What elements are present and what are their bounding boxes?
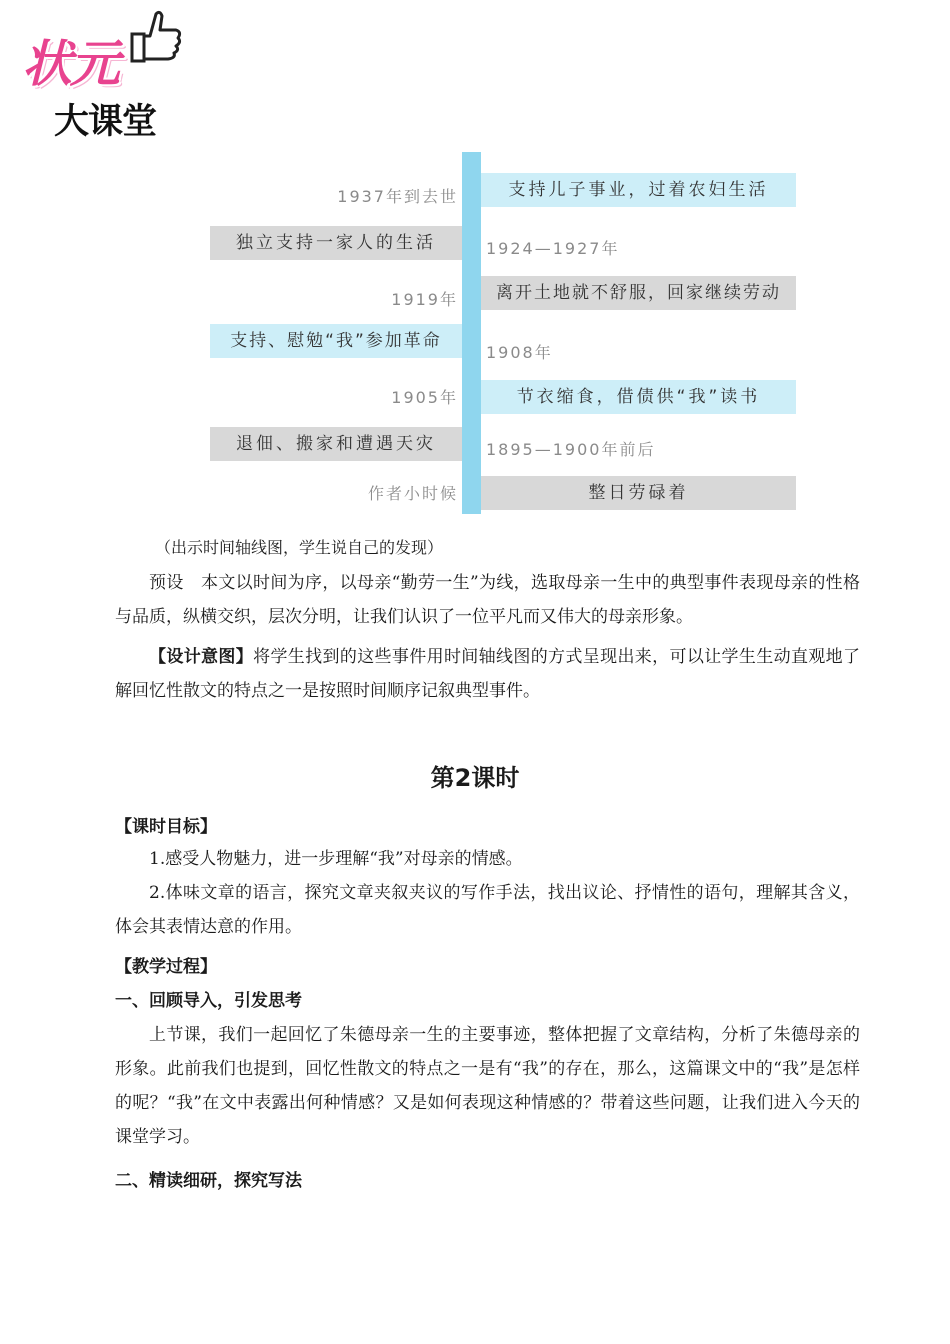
goal-item: 2.体味文章的语言，探究文章夹叙夹议的写作手法，找出议论、抒情性的语句，理解其含义，体会其表情达意的作用。 [115,883,860,937]
preset-paragraph: 预设 本文以时间为序，以母亲“勤劳一生”为线，选取母亲一生中的典型事件表现母亲的性格与品质，纵横交织，层次分明，让我们认识了一位平凡而又伟大的母亲形象。 [115,573,860,627]
timeline-year: 1895—1900年前后 [486,440,656,459]
timeline-caption: （出示时间轴线图，学生说自己的发现） [155,538,444,557]
section-heading: 一、回顾导入，引发思考 [115,991,302,1011]
section-paragraph: 上节课，我们一起回忆了朱德母亲一生的主要事迹，整体把握了文章结构，分析了朱德母亲的形象。此前我们也提到，回忆性散文的特点之一是有“我”的存在，那么，这篇课文中的“我”是怎样的呢？“我”在文中表露出何种情感？又是如何表现这种情感的？带着这些问题，让我们进入今天的课堂学习。 [115,1025,860,1147]
timeline-year: 1937年到去世 [337,187,458,206]
timeline-year: 1908年 [486,343,553,362]
logo-bottom-text: 大课堂 [54,102,157,142]
timeline-event: 支持儿子事业，过着农妇生活 [481,173,796,207]
logo-top-text: 状元 [22,35,118,93]
process-heading: 【教学过程】 [115,957,217,977]
timeline-event: 整日劳碌着 [481,476,796,510]
design-intent-body: 将学生找到的这些事件用时间轴线图的方式呈现出来，可以让学生生动直观地了解回忆性散文的特点之一是按照时间顺序记叙典型事件。 [115,647,861,701]
timeline-year: 1924—1927年 [486,239,620,258]
timeline-event: 支持、慰勉“我”参加革命 [210,324,462,358]
timeline-event: 离开土地就不舒服，回家继续劳动 [481,276,796,310]
timeline-year: 1919年 [391,290,458,309]
timeline-axis [462,152,481,514]
design-intent-paragraph [115,640,860,708]
section-heading: 二、精读细研，探究写法 [115,1171,302,1191]
timeline-event: 退佃、搬家和遭遇天灾 [210,427,462,461]
timeline-event: 独立支持一家人的生活 [210,226,462,260]
timeline-year: 1905年 [391,388,458,407]
goal-item: 1.感受人物魅力，进一步理解“我”对母亲的情感。 [149,849,523,869]
lesson-title: 第2课时 [430,764,520,792]
timeline-event: 节衣缩食，借债供“我”读书 [481,380,796,414]
timeline-year: 作者小时候 [367,484,458,503]
timeline-diagram [0,0,950,520]
goals-heading: 【课时目标】 [115,817,217,837]
design-intent-label: 【设计意图】 [149,647,254,667]
